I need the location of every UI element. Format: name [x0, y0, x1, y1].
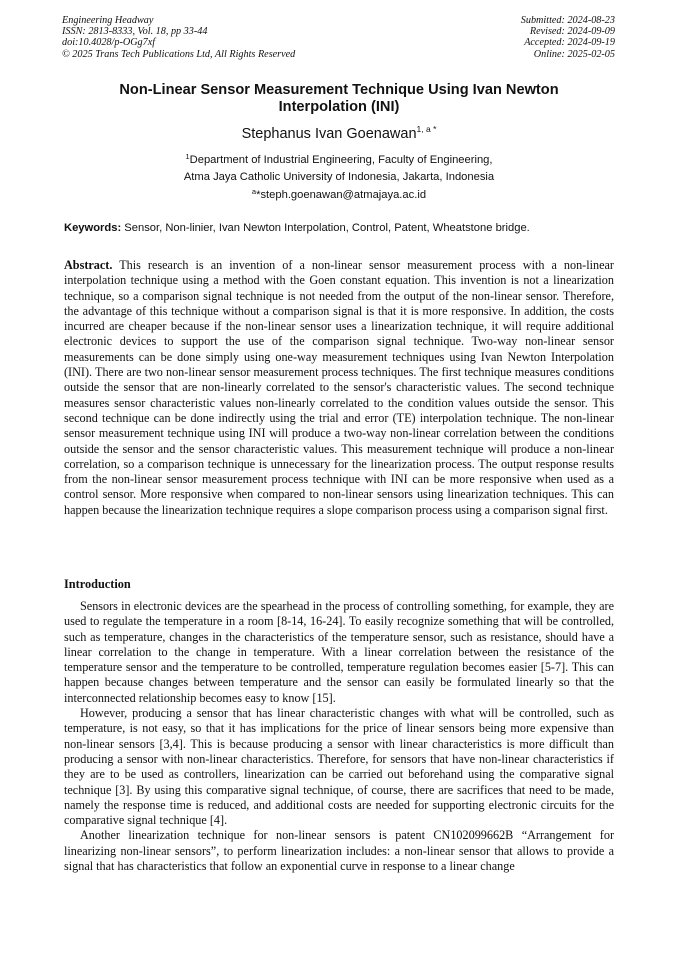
keywords — [64, 222, 614, 234]
revised-date: Revised: 2024-09-09 — [529, 26, 615, 38]
issn-volume: ISSN: 2813-8333, Vol. 18, pp 33-44 — [62, 26, 208, 38]
keywords-label: Keywords: — [64, 222, 122, 234]
online-date: Online: 2025-02-05 — [533, 48, 615, 60]
author-superscript: 1, a * — [416, 124, 437, 134]
abstract — [64, 258, 614, 518]
accepted-date: Accepted: 2024-09-19 — [524, 37, 615, 49]
title-line-2: Interpolation (INI) — [278, 99, 400, 115]
paper-title — [64, 82, 614, 116]
submitted-date: Submitted: 2024-08-23 — [520, 15, 615, 26]
intro-paragraph-3: Another linearization technique for non-linear sensors is patent CN102099662B “Arrangement for linearizing non-linear sensors”, to perform linearization includes: a non-linear sensor that allows to provide a signal that has characteristics that follow an exponential curve in response to a linear change — [64, 828, 614, 874]
email-superscript: a — [251, 187, 257, 196]
author-name: Stephanus Ivan Goenawan — [241, 126, 417, 142]
affiliation-superscript: 1 — [185, 152, 190, 161]
section-heading-introduction: Introduction — [64, 577, 131, 591]
title-line-1: Non-Linear Sensor Measurement Technique Using Ivan Newton — [119, 82, 559, 98]
introduction-body — [64, 599, 614, 874]
journal-header-left — [62, 15, 295, 60]
author-line — [64, 124, 614, 142]
keywords-text: Sensor, Non-linier, Ivan Newton Interpolation, Control, Patent, Wheatstone bridge. — [121, 222, 530, 234]
journal-name: Engineering Headway — [62, 15, 154, 26]
abstract-label: Abstract. — [64, 258, 113, 272]
doi-link[interactable]: doi:10.4028/p-OGg7xf — [62, 37, 156, 49]
intro-paragraph-1: Sensors in electronic devices are the spearhead in the process of controlling something, for example, they are used to regulate the temperature in a room [8-14, 16-24]. To easily recognize something that will be controlled, such as temperature, changes in the characteristics of the temperature sensor, such as resistance, should have a linear correlation to the change in temperature. With a linear correlation between the resistance of the temperature sensor and the temperature to be controlled, temperature regulation becomes easier [5-7]. This can happen because changes between temperature and the sensor can easily be formulated linearly so that the interconnected relationship becomes easy to know [15]. — [64, 599, 614, 705]
affiliation-line-2: Atma Jaya Catholic University of Indonesia, Jakarta, Indonesia — [183, 171, 495, 183]
author-email — [64, 187, 614, 201]
abstract-text: This research is an invention of a non-linear sensor measurement process with a non-linear interpolation technique using a method with the Goen constant equation. This invention is not a linearization technique, so a comparison signal technique is not needed from the output of the non-linear sensor. Therefore, the advantage of this technique without a comparison signal is that it is more responsive. In addition, the costs incurred are cheaper because if the non-linear sensor uses a linearization technique, it will require additional electronic devices to support the use of the comparison signal technique. Two-way non-linear sensor measurements can be done simply using one-way measurement techniques using Ivan Newton Interpolation (INI). There are two non-linear sensor measurement process techniques. The first technique measures conditions outside the sensor that are non-linearly correlated to the sensor's characteristic values. The second technique measures sensor characteristic values non-linearly correlated to the condition values outside the sensor. This second technique can be done indirectly using the trial and error (TE) interpolation technique. The non-linear sensor measurement technique using INI will produce a two-way non-linear correlation between the conditions outside the sensor and the sensor characteristic values. This measurement technique will produce a non-linear correlation, so a comparison technique is unnecessary for the linearization process. The output response results from the non-linear sensor measurement process technique with INI can be more responsive when used as a control sensor. More responsive when compared to non-linear sensors using linearization techniques. This can happen because the linearization technique requires a slope comparison process using a comparison signal first. — [64, 258, 614, 517]
journal-header-right — [521, 15, 615, 60]
affiliation-line-1: Department of Industrial Engineering, Faculty of Engineering, — [189, 154, 493, 166]
copyright-notice: © 2025 Trans Tech Publications Ltd, All Rights Reserved — [62, 48, 296, 60]
email-address[interactable]: *steph.goenawan@atmajaya.ac.id — [256, 189, 427, 201]
intro-paragraph-2: However, producing a sensor that has linear characteristic changes with what will be controlled, such as temperature, is not easy, so that it has implications for the price of linear sensors being more expensive than non-linear sensors [3,4]. This is because producing a sensor with linear characteristics is more difficult than producing a sensor with non-linear characteristics. Therefore, for sensors that have non-linear characteristics if they are to be used as controllers, linearization can be carried out beforehand using the comparative signal technique [3]. By using this comparative signal technique, of course, there are sacrifices that need to be made, namely the response time is reduced, and additional costs are needed for supporting electronic circuits for the comparative signal technique [4]. — [64, 706, 614, 828]
affiliation — [64, 148, 614, 186]
